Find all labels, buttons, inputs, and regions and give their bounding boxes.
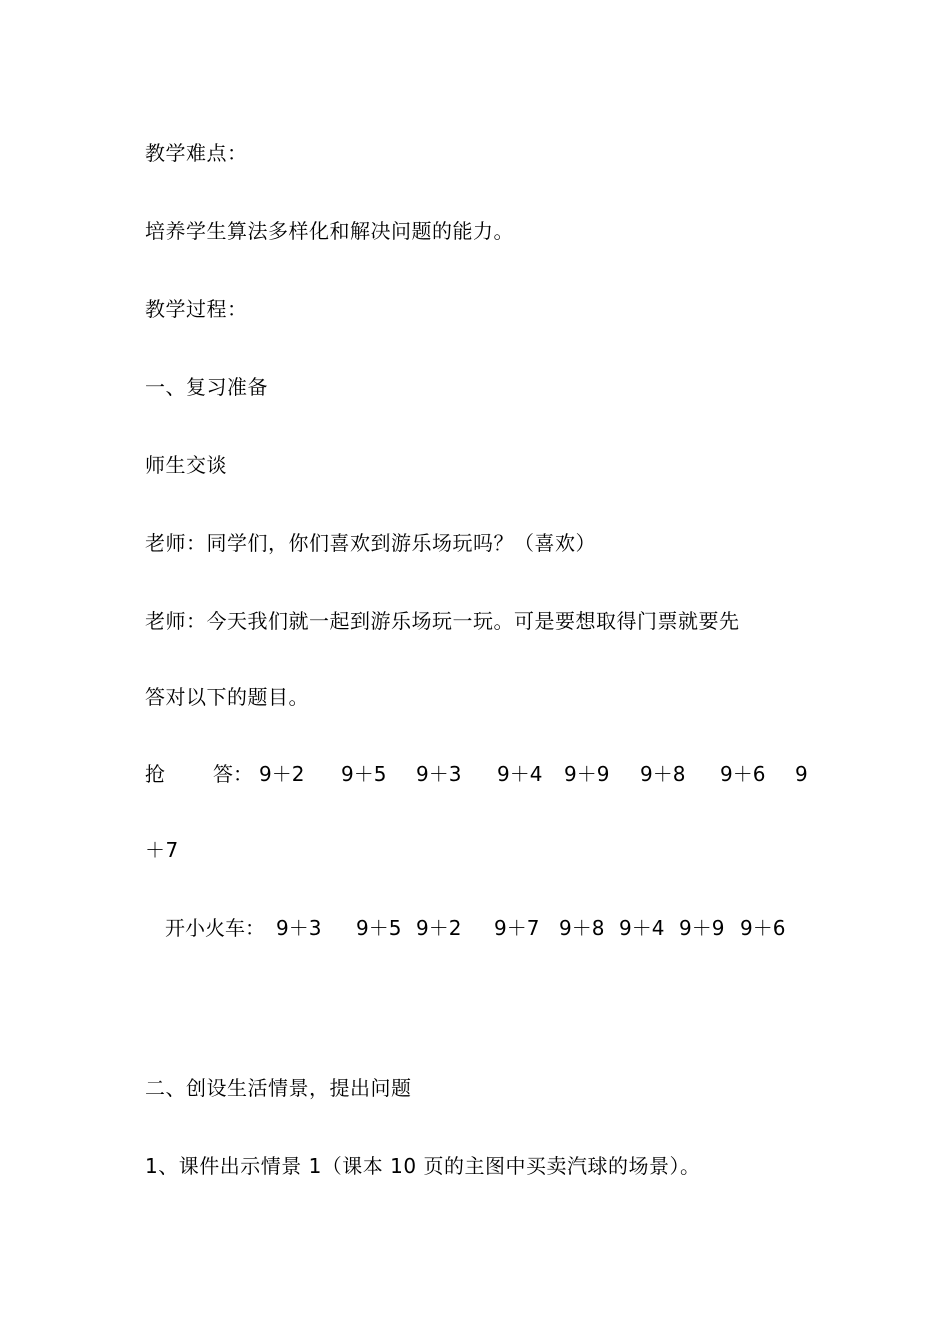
teacher-line-1: 老师：同学们，你们喜欢到游乐场玩吗？（喜欢）	[145, 531, 596, 555]
quick-answer-item: 9＋6	[720, 762, 766, 786]
train-item: 9＋6	[740, 916, 786, 940]
heading-teaching-process: 教学过程：	[145, 297, 248, 321]
quick-answer-item: 9＋9	[564, 762, 610, 786]
train-item: 9＋5	[356, 916, 402, 940]
train-item: 9＋2	[416, 916, 462, 940]
quick-answer-label-2: 答：	[213, 762, 253, 786]
train-item: 9＋9	[679, 916, 725, 940]
section-1-title: 一、复习准备	[145, 375, 268, 399]
quick-answer-wrap: ＋7	[145, 838, 179, 862]
quick-answer-item: 9＋4	[497, 762, 543, 786]
teacher-line-2-part-2: 答对以下的题目。	[145, 685, 309, 709]
quick-answer-item: 9＋8	[640, 762, 686, 786]
quick-answer-item: 9	[795, 762, 808, 786]
train-item: 9＋4	[619, 916, 665, 940]
item-1-text: 1、课件出示情景 1（课本 10 页的主图中买卖汽球的场景）。	[145, 1154, 701, 1178]
quick-answer-item: 9＋3	[416, 762, 462, 786]
dialog-title: 师生交谈	[145, 453, 227, 477]
teacher-line-2-part-1: 老师：今天我们就一起到游乐场玩一玩。可是要想取得门票就要先	[145, 609, 740, 633]
quick-answer-item: 9＋5	[341, 762, 387, 786]
train-item: 9＋7	[494, 916, 540, 940]
train-item: 9＋3	[276, 916, 322, 940]
quick-answer-row	[0, 760, 950, 788]
train-row	[0, 914, 950, 942]
teaching-difficulty-text: 培养学生算法多样化和解决问题的能力。	[145, 219, 514, 243]
train-label: 开小火车：	[165, 916, 265, 940]
train-item: 9＋8	[559, 916, 605, 940]
heading-teaching-difficulty: 教学难点：	[145, 141, 248, 165]
quick-answer-label-1: 抢	[145, 762, 165, 786]
section-2-title: 二、创设生活情景，提出问题	[145, 1076, 412, 1100]
quick-answer-item: 9＋2	[259, 762, 305, 786]
